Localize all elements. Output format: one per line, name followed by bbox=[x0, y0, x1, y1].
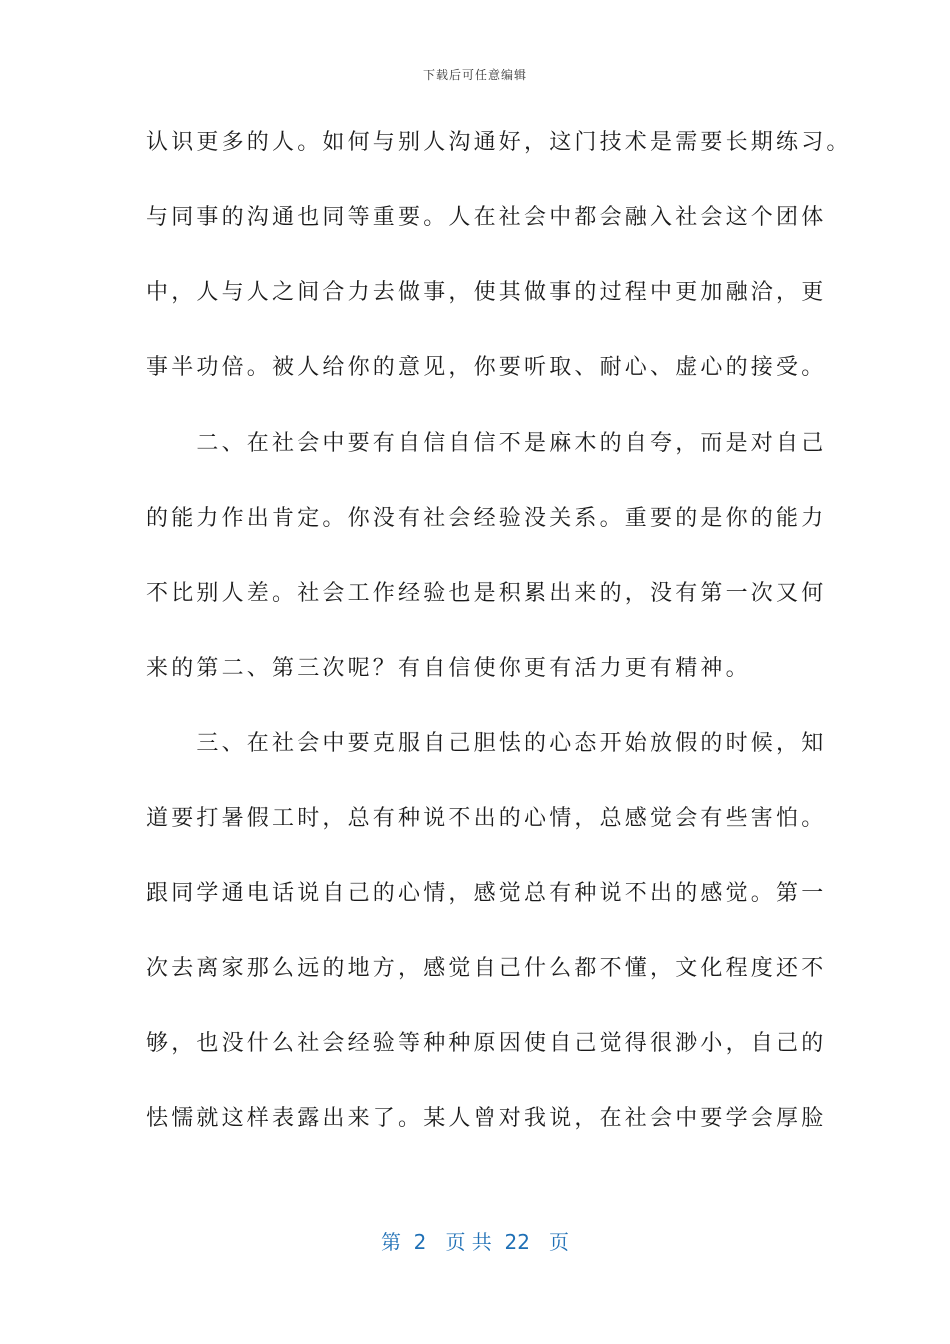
text-line: 不比别人差。社会工作经验也是积累出来的，没有第一次又何 bbox=[146, 581, 827, 606]
text-line: 道要打暑假工时，总有种说不出的心情，总感觉会有些害怕。 bbox=[146, 806, 827, 831]
text-line: 认识更多的人。如何与别人沟通好，这门技术是需要长期练习。 bbox=[146, 130, 852, 155]
text-line: 三、在社会中要克服自己胆怯的心态开始放假的时候，知 bbox=[146, 731, 827, 756]
text-line: 跟同学通电话说自己的心情，感觉总有种说不出的感觉。第一 bbox=[146, 881, 827, 906]
text-line: 中，人与人之间合力去做事，使其做事的过程中更加融洽，更 bbox=[146, 280, 827, 305]
text-line: 来的第二、第三次呢？有自信使你更有活力更有精神。 bbox=[146, 656, 751, 681]
text-line: 够，也没什么社会经验等种种原因使自己觉得很渺小，自己的 bbox=[146, 1031, 827, 1056]
text-line: 事半功倍。被人给你的意见，你要听取、耐心、虚心的接受。 bbox=[146, 355, 827, 380]
text-line: 怯懦就这样表露出来了。某人曾对我说，在社会中要学会厚脸 bbox=[146, 1106, 827, 1131]
text-line: 次去离家那么远的地方，感觉自己什么都不懂，文化程度还不 bbox=[146, 956, 827, 981]
page-number-footer: 第 2 页 共 22 页 bbox=[380, 1230, 570, 1254]
text-line: 与同事的沟通也同等重要。人在社会中都会融入社会这个团体 bbox=[146, 205, 827, 230]
text-line: 的能力作出肯定。你没有社会经验没关系。重要的是你的能力 bbox=[146, 506, 827, 531]
header-note: 下载后可任意编辑 bbox=[422, 68, 527, 82]
text-line: 二、在社会中要有自信自信不是麻木的自夸，而是对自己 bbox=[146, 431, 827, 456]
